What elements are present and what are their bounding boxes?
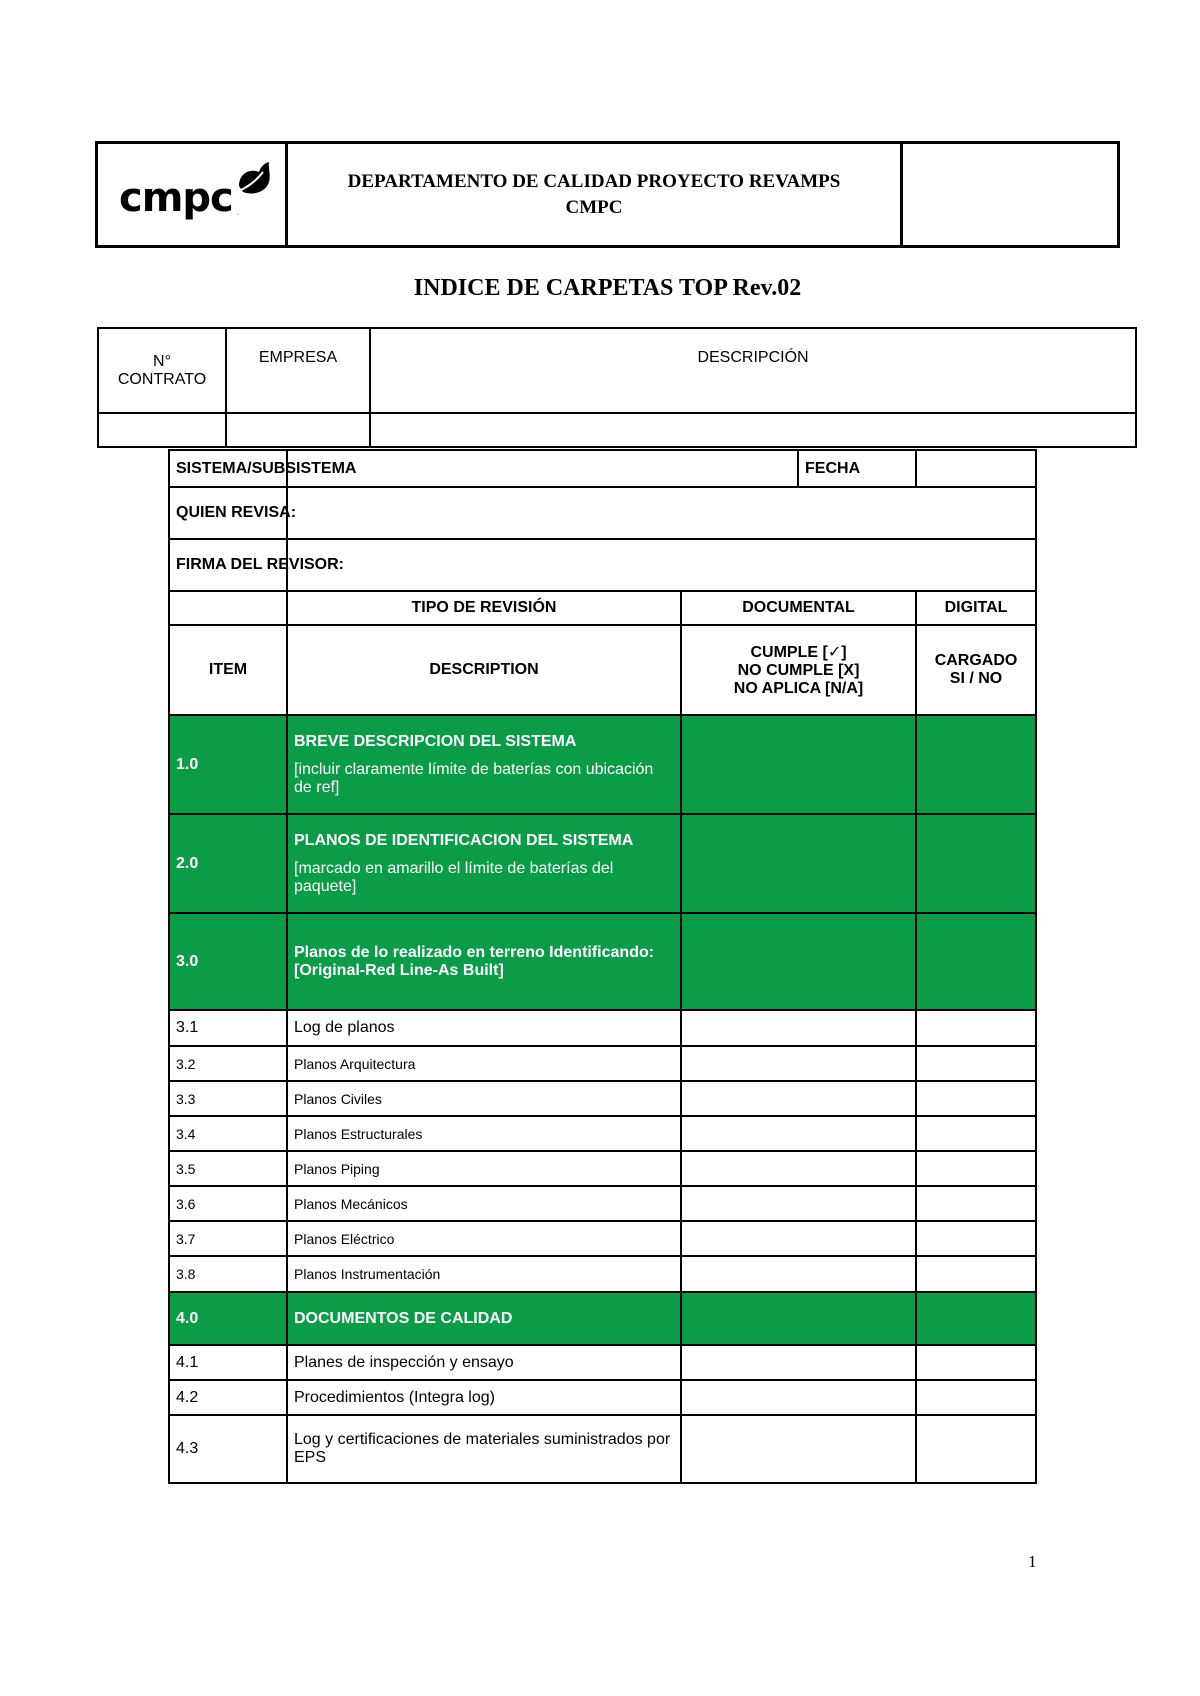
table-row <box>169 1081 1036 1116</box>
row-digital-cell[interactable] <box>916 1046 1036 1081</box>
digital-header: DIGITAL <box>916 591 1036 625</box>
firma-revisor-value[interactable] <box>287 539 1036 591</box>
row-description: Planos Instrumentación <box>287 1256 681 1292</box>
cmpc-logo <box>109 157 274 227</box>
firma-revisor-label: FIRMA DEL REVISOR: <box>169 539 287 591</box>
row-documental-cell[interactable] <box>681 1415 916 1483</box>
row-description: Planos Estructurales <box>287 1116 681 1151</box>
row-documental-cell[interactable] <box>681 1186 916 1221</box>
section-item: 3.0 <box>169 913 287 1010</box>
contract-number-value[interactable] <box>98 413 226 447</box>
section-item: 1.0 <box>169 715 287 814</box>
section-item: 2.0 <box>169 814 287 913</box>
item-header: ITEM <box>169 625 287 715</box>
cargado-legend-line1: CARGADO <box>934 652 1018 669</box>
table-row <box>169 1221 1036 1256</box>
row-item: 4.1 <box>169 1345 287 1380</box>
section-title: PLANOS DE IDENTIFICACION DEL SISTEMA <box>294 831 634 849</box>
contract-number-header-line1: N° <box>153 352 171 370</box>
section-title: DOCUMENTOS DE CALIDAD <box>294 1309 513 1327</box>
section-digital-cell[interactable] <box>916 715 1036 814</box>
leaf-icon <box>235 160 275 200</box>
section-row <box>169 913 1036 1010</box>
section-documental-cell[interactable] <box>681 715 916 814</box>
document-header <box>95 141 1120 248</box>
row-digital-cell[interactable] <box>916 1151 1036 1186</box>
table-row <box>169 1345 1036 1380</box>
page-title: INDICE DE CARPETAS TOP Rev.02 <box>413 275 802 301</box>
row-item: 3.7 <box>169 1221 287 1256</box>
table-row <box>169 1186 1036 1221</box>
section-documental-cell[interactable] <box>681 814 916 913</box>
row-item: 4.3 <box>169 1415 287 1483</box>
row-description: Planos Arquitectura <box>287 1046 681 1081</box>
section-digital-cell[interactable] <box>916 1292 1036 1345</box>
section-description <box>287 814 681 913</box>
row-documental-cell[interactable] <box>681 1010 916 1046</box>
fecha-label: FECHA <box>798 450 916 487</box>
row-description: Log y certificaciones de materiales suministrados por EPS <box>287 1415 681 1483</box>
row-digital-cell[interactable] <box>916 1256 1036 1292</box>
cargado-legend-line2: SI / NO <box>949 670 1003 687</box>
row-digital-cell[interactable] <box>916 1380 1036 1415</box>
quien-revisa-label: QUIEN REVISA: <box>169 487 287 539</box>
page-number: 1 <box>1028 1552 1037 1571</box>
row-digital-cell[interactable] <box>916 1221 1036 1256</box>
row-description: Procedimientos (Integra log) <box>287 1380 681 1415</box>
row-item: 3.2 <box>169 1046 287 1081</box>
section-description <box>287 1292 681 1345</box>
row-item: 3.3 <box>169 1081 287 1116</box>
row-item: 3.1 <box>169 1010 287 1046</box>
cumple-legend-line3: NO APLICA [N/A] <box>733 680 864 697</box>
row-description: Planos Piping <box>287 1151 681 1186</box>
row-digital-cell[interactable] <box>916 1415 1036 1483</box>
sistema-value[interactable] <box>287 450 798 487</box>
row-item: 3.8 <box>169 1256 287 1292</box>
cumple-legend-line1: CUMPLE [✓] <box>750 644 847 661</box>
section-digital-cell[interactable] <box>916 814 1036 913</box>
row-documental-cell[interactable] <box>681 1380 916 1415</box>
section-title: Planos de lo realizado en terreno Identificando: [Original-Red Line-As Built] <box>294 943 655 979</box>
section-subtitle: [marcado en amarillo el límite de baterías del paquete] <box>294 859 614 895</box>
section-subtitle: [incluir claramente límite de baterías con ubicación de ref] <box>294 760 654 796</box>
table-row <box>169 1010 1036 1046</box>
documental-header: DOCUMENTAL <box>681 591 916 625</box>
cargado-legend <box>916 625 1036 715</box>
row-documental-cell[interactable] <box>681 1345 916 1380</box>
description-value[interactable] <box>370 413 1136 447</box>
department-title <box>287 143 902 247</box>
logo-cell <box>97 143 287 247</box>
fecha-value[interactable] <box>916 450 1036 487</box>
checklist-table-body <box>168 449 1037 1484</box>
contract-number-header <box>98 328 226 413</box>
tipo-revision-header: TIPO DE REVISIÓN <box>287 591 681 625</box>
row-item: 3.4 <box>169 1116 287 1151</box>
row-digital-cell[interactable] <box>916 1081 1036 1116</box>
section-item: 4.0 <box>169 1292 287 1345</box>
section-row <box>169 814 1036 913</box>
section-row <box>169 1292 1036 1345</box>
description-col-header: DESCRIPTION <box>287 625 681 715</box>
description-header: DESCRIPCIÓN <box>370 328 1136 413</box>
sistema-label-text: SISTEMA/SUBSISTEMA <box>176 459 357 477</box>
row-description: Planos Mecánicos <box>287 1186 681 1221</box>
table-row <box>169 1046 1036 1081</box>
row-documental-cell[interactable] <box>681 1046 916 1081</box>
row-item: 3.6 <box>169 1186 287 1221</box>
row-description: Log de planos <box>287 1010 681 1046</box>
section-title: BREVE DESCRIPCION DEL SISTEMA <box>294 732 577 750</box>
table-row <box>169 1256 1036 1292</box>
row-digital-cell[interactable] <box>916 1186 1036 1221</box>
sistema-label <box>169 450 357 487</box>
row-digital-cell[interactable] <box>916 1345 1036 1380</box>
row-digital-cell[interactable] <box>916 1116 1036 1151</box>
row-description: Planos Civiles <box>287 1081 681 1116</box>
row-documental-cell[interactable] <box>681 1221 916 1256</box>
contract-table <box>97 327 1137 448</box>
contract-number-header-line2: CONTRATO <box>117 370 207 388</box>
logo-text: cmpc <box>119 175 233 221</box>
row-documental-cell[interactable] <box>681 1151 916 1186</box>
row-description: Planes de inspección y ensayo <box>287 1345 681 1380</box>
logo-dot: . <box>237 210 239 217</box>
table-row <box>169 1116 1036 1151</box>
company-value[interactable] <box>226 413 370 447</box>
row-documental-cell[interactable] <box>681 1256 916 1292</box>
company-header: EMPRESA <box>226 328 370 413</box>
cumple-legend <box>681 625 916 715</box>
row-digital-cell[interactable] <box>916 1010 1036 1046</box>
section-digital-cell[interactable] <box>916 913 1036 1010</box>
quien-revisa-value[interactable] <box>287 487 1036 539</box>
cumple-legend-line2: NO CUMPLE [X] <box>737 662 860 679</box>
row-documental-cell[interactable] <box>681 1116 916 1151</box>
row-item: 4.2 <box>169 1380 287 1415</box>
table-row <box>169 1415 1036 1483</box>
row-description: Planos Eléctrico <box>287 1221 681 1256</box>
row-documental-cell[interactable] <box>681 1081 916 1116</box>
row-item: 3.5 <box>169 1151 287 1186</box>
section-description <box>287 715 681 814</box>
department-title-line1: DEPARTAMENTO DE CALIDAD PROYECTO REVAMPS <box>347 170 841 192</box>
header-blank-cell <box>902 143 1119 247</box>
section-description <box>287 913 681 1010</box>
section-row <box>169 715 1036 814</box>
department-title-line2: CMPC <box>565 196 623 218</box>
section-documental-cell[interactable] <box>681 913 916 1010</box>
table-row <box>169 1380 1036 1415</box>
blank-header-cell <box>169 591 287 625</box>
section-documental-cell[interactable] <box>681 1292 916 1345</box>
table-row <box>169 1151 1036 1186</box>
